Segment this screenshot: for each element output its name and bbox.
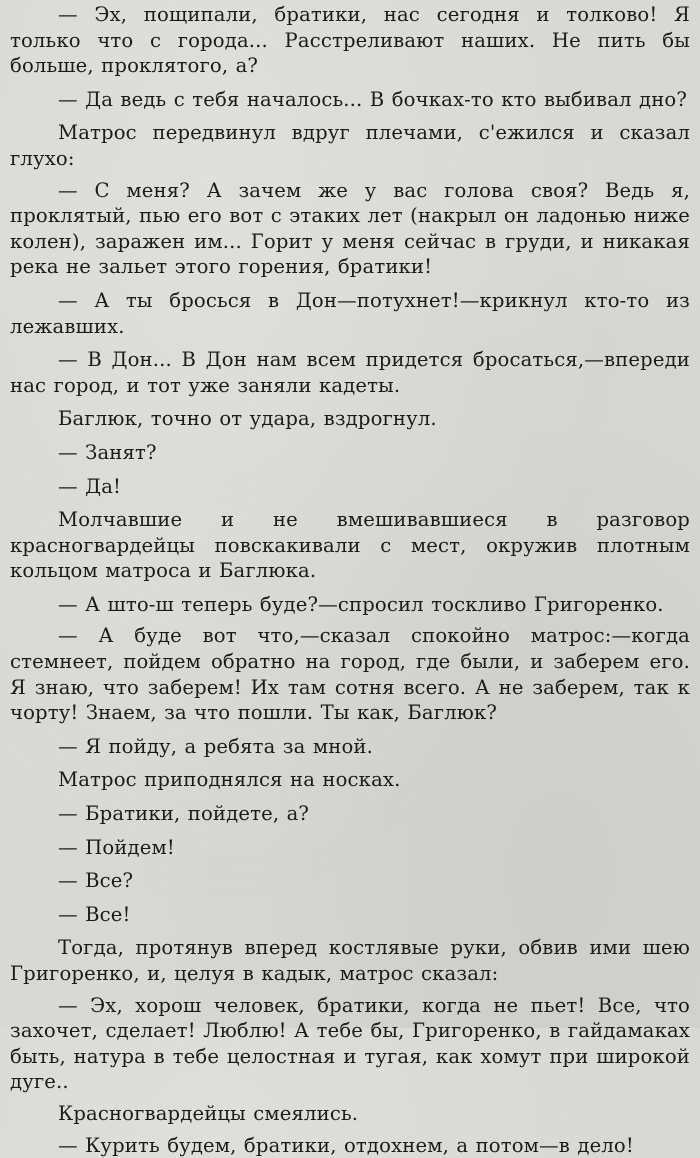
paragraph-9: — Да! (58, 474, 122, 498)
paragraph-11: — А што-ш теперь буде?—спросил тоскливо Григоренко. (58, 592, 664, 616)
paragraph-14: Матрос приподнялся на носках. (58, 768, 401, 792)
paragraph-5: — А ты бросься в Дон—потухнет!—крикнул кто-то из лежавших. (10, 288, 690, 338)
paragraph-13: — Я пойду, а ребята за мной. (58, 734, 373, 758)
paragraph-17: — Все? (58, 869, 134, 893)
book-page (10, 2, 690, 1157)
paragraph-8: — Занят? (58, 440, 157, 464)
paragraph-2: — Да ведь с тебя началось... В бочках-то кто выбивал дно? (58, 87, 688, 111)
paragraph-1: — Эх, пощипали, братики, нас сегодня и толково! Я только что с города... Расстреливают наших. Не пить бы больше, проклятого, а? (10, 3, 690, 78)
paragraph-6: — В Дон... В Дон нам всем придется бросаться,—впереди нас город, и тот уже заняли кадеты. (10, 348, 690, 397)
paragraph-21: Красногвардейцы смеялись. (58, 1101, 359, 1125)
paragraph-19: Тогда, протянув вперед костлявые руки, обвив ими шею Григоренко, и, целуя в кадык, матрос сказал: (10, 936, 690, 985)
paragraph-4: — С меня? А зачем же у вас голова своя? Ведь я, проклятый, пью его вот с этаких лет (накрыл он ладонью ниже колен), заражен им... Горит у меня сейчас в груди, и никакая река не зальет этого горения, братики! (10, 178, 690, 279)
paragraph-15: — Братики, пойдете, а? (58, 802, 310, 826)
paragraph-18: — Все! (58, 902, 131, 926)
paragraph-3: Матрос передвинул вдруг плечами, с'ежился и сказал глухо: (10, 121, 690, 170)
paragraph-16: — Пойдем! (58, 835, 175, 859)
paragraph-10: Молчавшие и не вмешивавшиеся в разговор красногвардейцы повскакивали с мест, окружив плотным кольцом матроса и Баглюка. (10, 508, 690, 583)
paragraph-22: — Курить будем, братики, отдохнем, а потом—в дело! (58, 1133, 634, 1157)
paragraph-12: — А буде вот что,—сказал спокойно матрос:—когда стемнеет, пойдем обратно на город, где были, и заберем его. Я знаю, что заберем! Их там сотня всего. А не заберем, так к чорту! Знаем, за что пошли. Ты как, Баглюк? (10, 624, 690, 725)
paragraph-20: — Эх, хорош человек, братики, когда не пьет! Все, что захочет, сделает! Люблю! А тебе бы, Григоренко, в гайдамаках быть, натура в тебе целостная и тугая, как хомут при широкой дуге.. (10, 993, 690, 1094)
paragraph-7: Баглюк, точно от удара, вздрогнул. (58, 407, 437, 431)
